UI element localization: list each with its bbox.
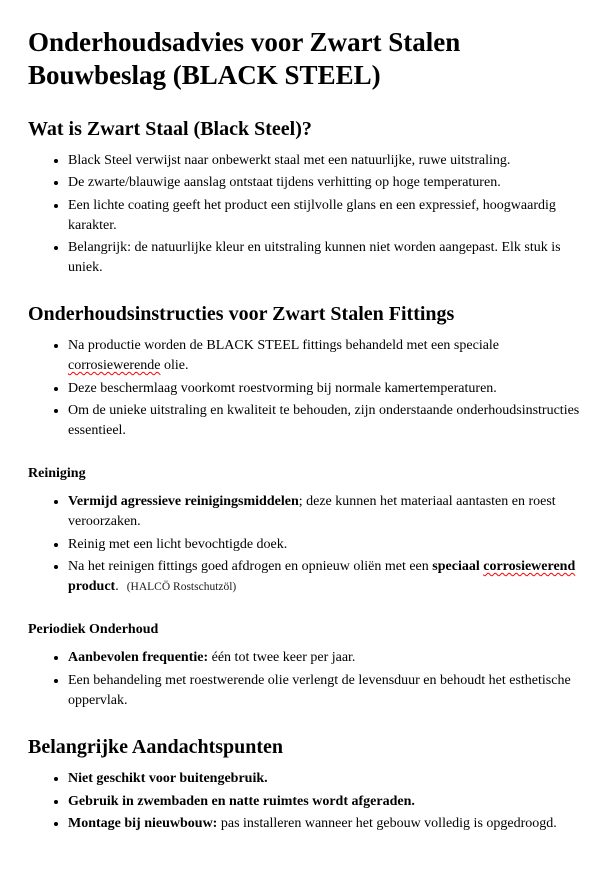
list-item bbox=[68, 648, 581, 668]
list-item bbox=[68, 379, 581, 399]
list-item-text: Om de unieke uitstraling en kwaliteit te behouden, zijn onderstaande onderhoudsinstructies essentieel. bbox=[68, 403, 580, 438]
list-item bbox=[68, 671, 581, 710]
subsection-heading-reiniging: Reiniging bbox=[28, 466, 86, 482]
onderhoudsinstructies-list bbox=[28, 336, 581, 440]
section-heading-onderhoudsinstructies: Onderhoudsinstructies voor Zwart Stalen Fittings bbox=[28, 303, 455, 326]
section-heading-wat-is-zwart-staal: Wat is Zwart Staal (Black Steel)? bbox=[28, 117, 312, 140]
list-item bbox=[68, 196, 581, 235]
black-steel-info-list bbox=[28, 151, 581, 278]
list-item bbox=[68, 173, 581, 193]
list-item bbox=[68, 336, 581, 375]
list-item bbox=[68, 792, 581, 812]
misspelled-word: corrosiewerende bbox=[68, 358, 161, 374]
reiniging-list bbox=[28, 492, 581, 596]
list-item-bold-text: Montage bij nieuwbouw: bbox=[68, 816, 218, 832]
subsection-heading-periodiek-onderhoud: Periodiek Onderhoud bbox=[28, 622, 159, 638]
section-heading-aandachtspunten: Belangrijke Aandachtspunten bbox=[28, 736, 284, 759]
list-item-text: ; deze kunnen het materiaal aantasten en roest veroorzaken. bbox=[68, 494, 556, 529]
list-item-text: De zwarte/blauwige aanslag ontstaat tijdens verhitting op hoge temperaturen. bbox=[68, 175, 501, 191]
list-item-text: Deze beschermlaag voorkomt roestvorming bij normale kamertemperaturen. bbox=[68, 380, 497, 396]
list-item-text: één tot twee keer per jaar. bbox=[208, 650, 356, 666]
list-item-bold-text: speciaal bbox=[432, 559, 484, 575]
list-item-text: . bbox=[115, 578, 119, 594]
list-item-text: Na het reinigen fittings goed afdrogen en opnieuw oliën met een bbox=[68, 559, 433, 575]
list-item-bold-text: Gebruik in zwembaden en natte ruimtes wordt afgeraden. bbox=[68, 793, 415, 809]
list-item-text: Reinig met een licht bevochtigde doek. bbox=[68, 536, 288, 552]
list-item bbox=[68, 151, 581, 171]
list-item bbox=[68, 492, 581, 531]
list-item bbox=[68, 401, 581, 440]
list-item-text: Black Steel verwijst naar onbewerkt staal met een natuurlijke, ruwe uitstraling. bbox=[68, 152, 511, 168]
list-item-bold-text: product bbox=[68, 578, 116, 594]
aandachtspunten-list bbox=[28, 769, 581, 834]
list-item bbox=[68, 238, 581, 277]
document-title: Onderhoudsadvies voor Zwart Stalen Bouwbeslag (BLACK STEEL) bbox=[28, 27, 461, 90]
list-item-text: Een lichte coating geeft het product een stijlvolle glans en een expressief, hoogwaardig karakter. bbox=[68, 198, 556, 233]
periodiek-onderhoud-list bbox=[28, 648, 581, 710]
list-item bbox=[68, 535, 581, 555]
misspelled-word: corrosiewerend bbox=[483, 559, 576, 575]
list-item-text: Een behandeling met roestwerende olie verlengt de levensduur en behoudt het esthetische oppervlak. bbox=[68, 672, 571, 708]
list-item-bold-text: Niet geschikt voor buitengebruik. bbox=[68, 771, 268, 787]
product-note: (HALCÖ Rostschutzöl) bbox=[126, 580, 237, 593]
list-item-text: Belangrijk: de natuurlijke kleur en uitstraling kunnen niet worden aangepast. Elk stuk is uniek. bbox=[68, 240, 561, 275]
list-item bbox=[68, 769, 581, 789]
list-item-bold-text: Vermijd agressieve reinigingsmiddelen bbox=[68, 494, 299, 510]
list-item bbox=[68, 814, 581, 834]
list-item-text: pas installeren wanneer het gebouw volledig is opgedroogd. bbox=[217, 816, 557, 832]
list-item-text: olie. bbox=[160, 358, 189, 374]
list-item bbox=[68, 557, 581, 596]
list-item-bold-text: Aanbevolen frequentie: bbox=[68, 650, 209, 666]
list-item-text: Na productie worden de BLACK STEEL fittings behandeld met een speciale bbox=[68, 338, 500, 354]
